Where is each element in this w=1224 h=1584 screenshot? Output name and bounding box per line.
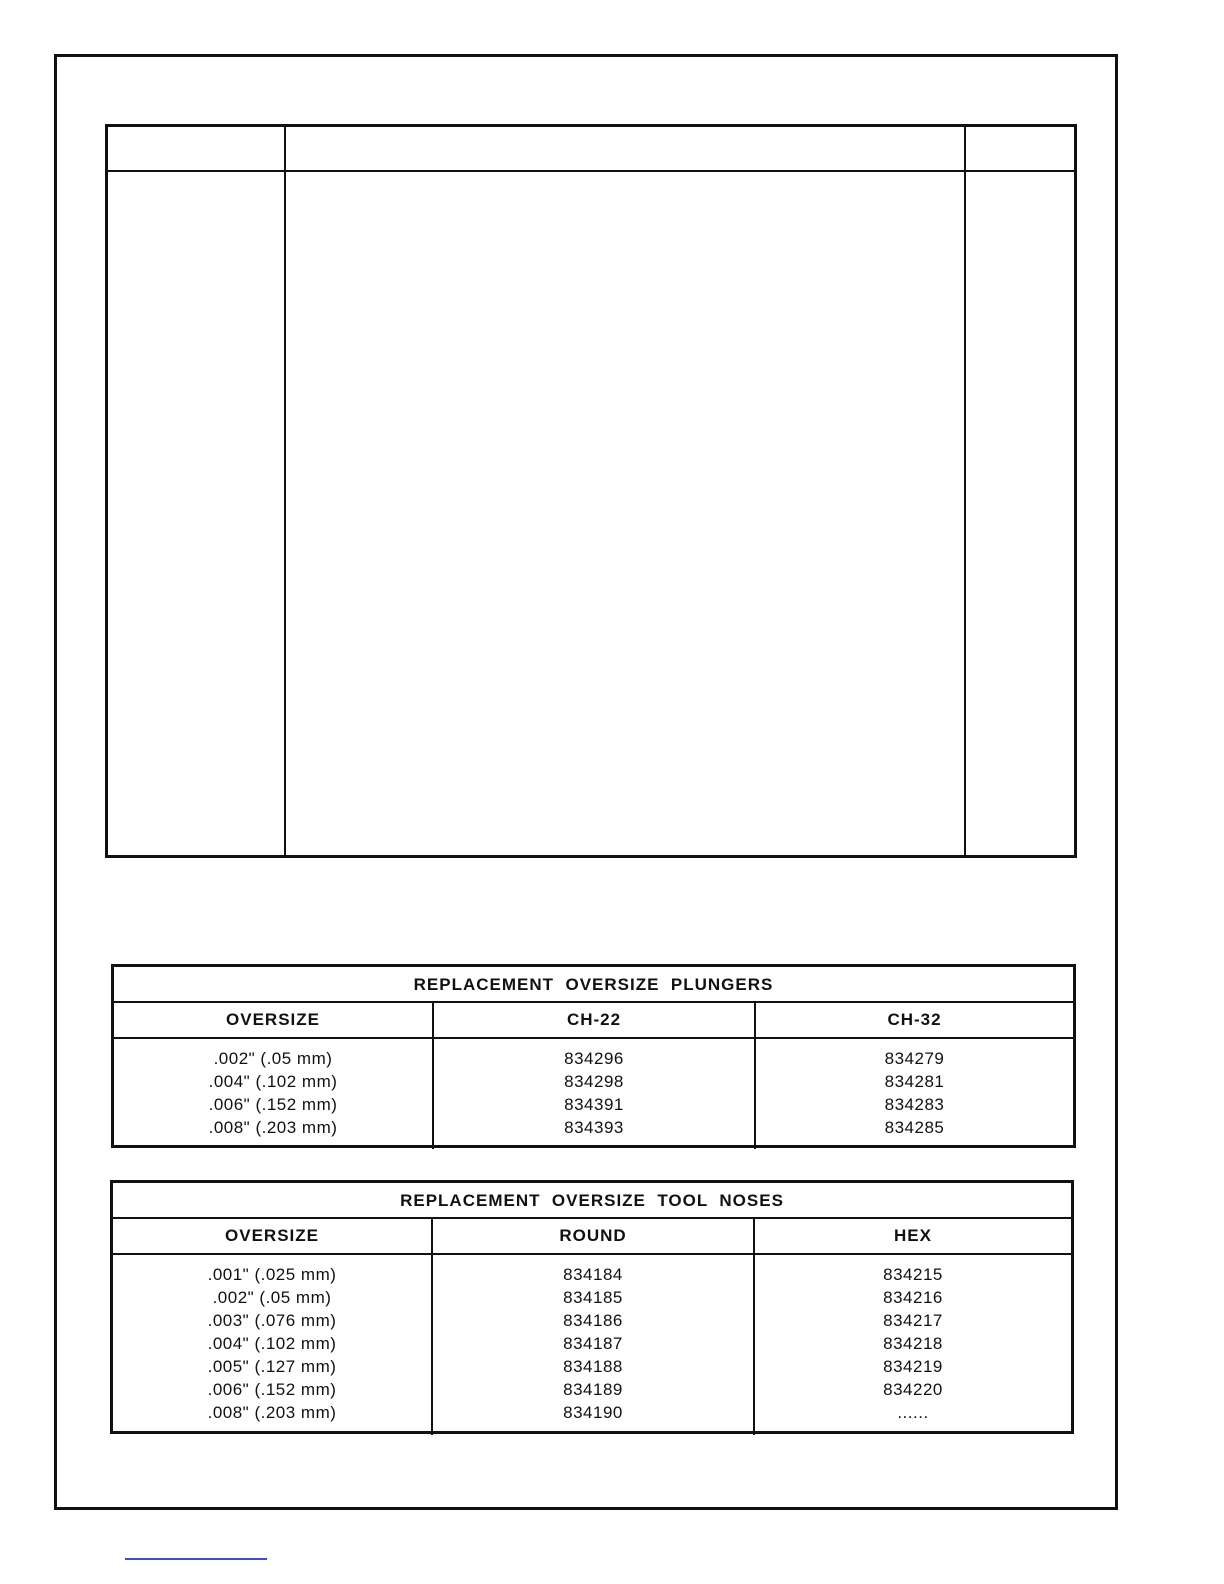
ch32-column <box>754 1039 1073 1149</box>
table-cell: 834215 <box>883 1265 943 1284</box>
table-cell: 834187 <box>563 1334 623 1353</box>
table-cell: .003" (.076 mm) <box>207 1311 337 1330</box>
table-cell: .005" (.127 mm) <box>207 1357 337 1376</box>
header-ch32: CH-32 <box>754 1003 1073 1037</box>
header-oversize: OVERSIZE <box>225 1226 319 1245</box>
tool-noses-table-title: REPLACEMENT OVERSIZE TOOL NOSES <box>113 1183 1071 1219</box>
ch22-column <box>432 1039 754 1149</box>
table-cell: .006" (.152 mm) <box>207 1380 337 1399</box>
header-ch22: CH-22 <box>432 1003 754 1037</box>
table-cell: 834220 <box>883 1380 943 1399</box>
table-cell: .001" (.025 mm) <box>207 1265 337 1284</box>
hex-column <box>753 1255 1071 1435</box>
table-cell: 834216 <box>883 1288 943 1307</box>
table-cell: 834285 <box>884 1118 945 1137</box>
round-column <box>431 1255 753 1435</box>
header-round: ROUND <box>431 1219 753 1253</box>
parts-list-column-divider-2 <box>964 127 966 855</box>
table-cell: 834393 <box>564 1118 624 1137</box>
parts-list-header-divider <box>108 170 1074 172</box>
table-cell: .002" (.05 mm) <box>213 1049 333 1068</box>
table-cell: .008" (.203 mm) <box>208 1118 338 1137</box>
table-cell: .004" (.102 mm) <box>207 1334 337 1353</box>
table-cell: 834298 <box>564 1072 624 1091</box>
plungers-table <box>111 964 1076 1148</box>
table-cell: 834184 <box>563 1265 623 1284</box>
table-cell: .008" (.203 mm) <box>207 1403 337 1422</box>
table-cell: .002" (.05 mm) <box>212 1288 332 1307</box>
table-cell: ...... <box>897 1403 929 1422</box>
table-cell: 834189 <box>563 1380 623 1399</box>
footer-link-underline <box>125 1558 267 1560</box>
header-hex: HEX <box>753 1219 1071 1253</box>
table-cell: 834283 <box>884 1095 945 1114</box>
oversize-column <box>114 1039 432 1149</box>
header-oversize: OVERSIZE <box>226 1010 320 1029</box>
table-cell: 834190 <box>563 1403 623 1422</box>
table-cell: 834185 <box>563 1288 623 1307</box>
tool-noses-table-body <box>113 1255 1071 1435</box>
parts-list-frame <box>105 124 1077 858</box>
table-cell: 834186 <box>563 1311 623 1330</box>
tool-noses-table <box>110 1180 1074 1434</box>
plungers-table-body <box>114 1039 1073 1149</box>
plungers-table-header <box>114 1003 1073 1039</box>
table-cell: 834217 <box>883 1311 943 1330</box>
table-cell: .004" (.102 mm) <box>208 1072 338 1091</box>
table-cell: 834391 <box>564 1095 624 1114</box>
parts-list-column-divider-1 <box>284 127 286 855</box>
oversize-column <box>113 1255 431 1435</box>
table-cell: 834296 <box>564 1049 624 1068</box>
table-cell: 834188 <box>563 1357 623 1376</box>
table-cell: .006" (.152 mm) <box>208 1095 338 1114</box>
tool-noses-table-header <box>113 1219 1071 1255</box>
table-cell: 834281 <box>884 1072 945 1091</box>
table-cell: 834218 <box>883 1334 943 1353</box>
table-cell: 834219 <box>883 1357 943 1376</box>
table-cell: 834279 <box>884 1049 945 1068</box>
plungers-table-title: REPLACEMENT OVERSIZE PLUNGERS <box>114 967 1073 1003</box>
